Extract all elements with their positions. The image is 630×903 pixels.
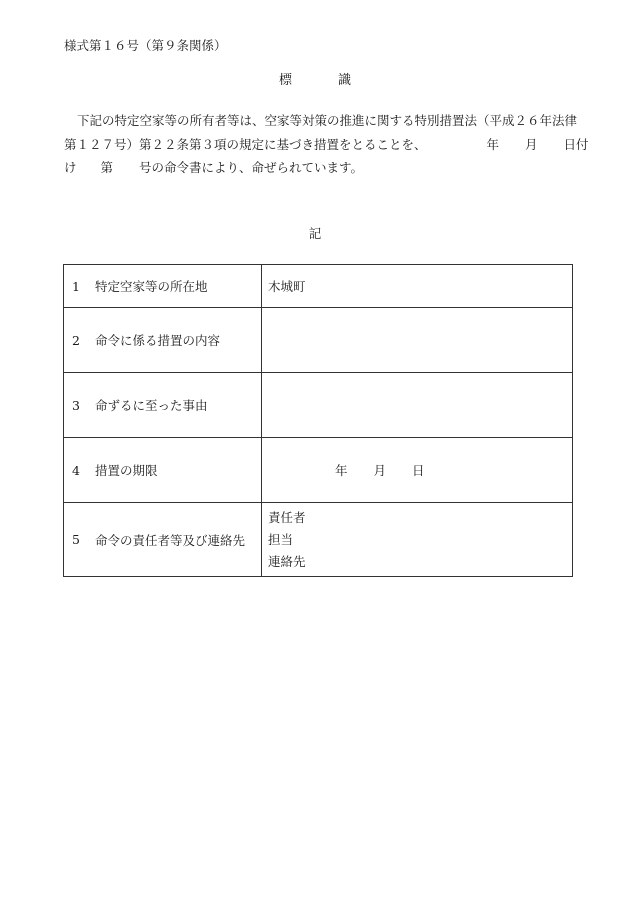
deadline-cell[interactable] [262,438,573,503]
row-number: 3 [72,397,80,413]
table-row [64,438,573,503]
document-title [0,69,630,88]
table-row [64,265,573,308]
body-line-2 [64,135,589,155]
table-row [64,503,573,577]
body-line-3-prefix: け [64,160,77,175]
deadline-month-label: 月 [373,463,387,478]
row-label-cell [64,373,262,438]
details-table [63,264,573,577]
deadline-year-label: 年 [335,463,348,478]
row-label: 措置の期限 [95,463,158,478]
form-number: 様式第１６号（第９条関係） [64,38,227,53]
row-label: 命令に係る措置の内容 [95,333,221,348]
row-number: 5 [72,532,80,547]
deadline-day-label: 日 [412,463,425,478]
row-label-cell [64,308,262,373]
table-row [64,373,573,438]
reason-cell[interactable] [262,373,573,438]
row-number: 1 [72,278,80,294]
body-line-2-text: 第１２７号）第２２条第３項の規定に基づき措置をとることを、 [64,137,427,152]
row-label: 命ずるに至った事由 [95,398,208,413]
table-row [64,308,573,373]
title-char-2: 識 [338,73,352,88]
heading-ki: 記 [308,226,322,241]
body-year-label: 年 [486,137,500,152]
body-line-3-text: 号の命令書により、命ぜられています。 [139,160,364,175]
contact-cell[interactable] [262,503,573,577]
row-label-cell [64,503,262,577]
body-line-1-text: 下記の特定空家等の所有者等は、空家等対策の推進に関する特別措置法（平成２６年法律 [77,113,578,128]
location-value-cell[interactable] [262,265,573,308]
body-line-3-dai: 第 [100,160,114,175]
title-char-1: 標 [278,73,292,88]
contact-in-charge: 担当 [268,531,294,547]
body-line-1 [64,111,578,131]
deadline-date-fields [262,461,572,479]
body-month-label: 月 [525,137,538,152]
location-value: 木城町 [268,279,306,294]
body-day-label: 日付 [563,137,589,152]
body-line-3 [64,158,574,178]
row-label: 命令の責任者等及び連絡先 [95,532,246,548]
row-label-cell [64,265,262,308]
contact-responsible: 責任者 [268,509,306,525]
row-number: 4 [72,462,80,478]
row-label-cell [64,438,262,503]
contact-lines [262,507,572,573]
measures-content-cell[interactable] [262,308,573,373]
contact-info: 連絡先 [268,553,306,569]
row-label: 特定空家等の所在地 [95,279,208,294]
row-number: 2 [72,332,80,348]
